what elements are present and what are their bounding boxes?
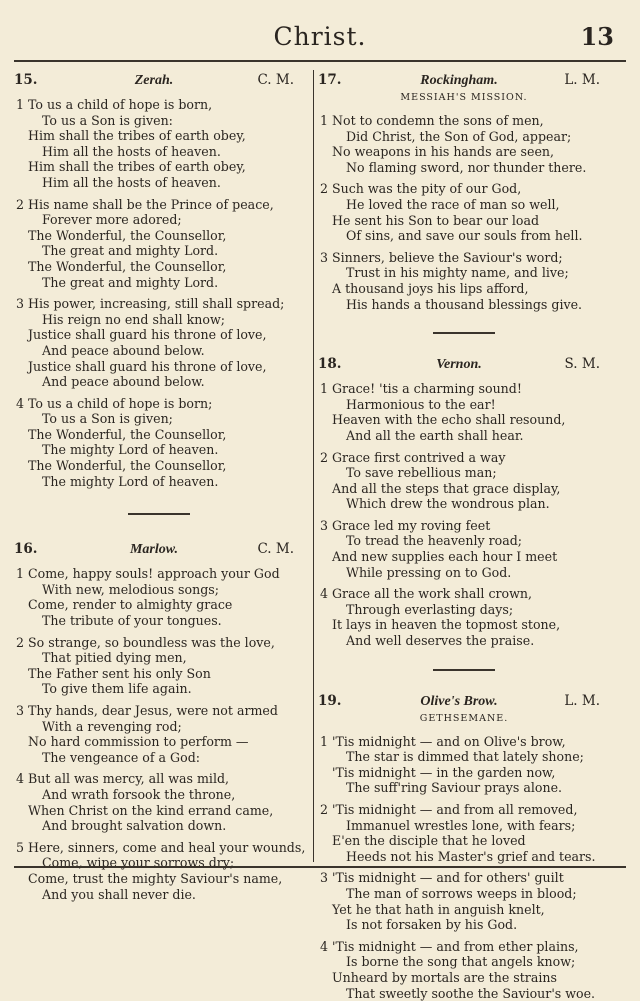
- hymn-heading: [318, 691, 610, 712]
- verse-line: [318, 633, 610, 649]
- verse-line: [318, 986, 610, 1001]
- verse-line-text: Him all the hosts of heaven.: [42, 143, 221, 159]
- verse-line: [318, 833, 610, 849]
- hymn-tune-name: Olive's Brow.: [420, 693, 498, 709]
- verse-line-text: Heeds not his Master's grief and tears.: [346, 848, 596, 864]
- verse-line: [318, 970, 610, 986]
- verse: [14, 840, 304, 902]
- verse-line: [14, 243, 304, 259]
- verse: [318, 181, 610, 243]
- verse-line-text: 'Tis midnight — and from ether plains,: [332, 938, 579, 954]
- verse-line: [14, 175, 304, 191]
- verse-line-text: Grace! 'tis a charming sound!: [332, 381, 522, 397]
- verse-line: [14, 144, 304, 160]
- verse-line: [14, 312, 304, 328]
- verse: [14, 703, 304, 765]
- verse-line-text: And all the earth shall hear.: [346, 427, 524, 443]
- verse-number: 3: [320, 249, 329, 265]
- hymn-meter: L. M.: [564, 692, 600, 709]
- verse-line-text: Justice shall guard his throne of love,: [28, 358, 267, 374]
- verse-line-text: Did Christ, the Son of God, appear;: [346, 128, 572, 144]
- verse-line-text: He loved the race of man so well,: [346, 196, 560, 212]
- verse-line: [14, 159, 304, 175]
- verse-line: [318, 849, 610, 865]
- verse-line-text: To us a child of hope is born;: [28, 395, 213, 411]
- verse-line: [14, 411, 304, 427]
- verse-line: [318, 181, 610, 197]
- verse-line-text: While pressing on to God.: [346, 564, 512, 580]
- hymn-meter: C. M.: [257, 541, 294, 558]
- verse-line-text: His reign no end shall know;: [42, 311, 225, 327]
- verse-line-text: Such was the pity of our God,: [332, 181, 522, 197]
- verse-line: [318, 870, 610, 886]
- verse-line: [14, 474, 304, 490]
- verse: [318, 939, 610, 1001]
- verse-line-text: The Wonderful, the Counsellor,: [28, 458, 227, 474]
- verse-line-text: The Father sent his only Son: [28, 665, 211, 681]
- page-header: [0, 22, 640, 56]
- hymn-tune-name: Vernon.: [436, 357, 482, 373]
- verse-line: [14, 597, 304, 613]
- verse-number: 2: [16, 196, 25, 212]
- verse-line: [14, 374, 304, 390]
- verse: [14, 296, 304, 390]
- verse-number: 1: [16, 566, 25, 582]
- verse-line-text: And peace abound below.: [42, 374, 205, 390]
- hymn-heading: [318, 70, 610, 91]
- verse-line: [14, 818, 304, 834]
- verse-line-text: But all was mercy, all was mild,: [28, 771, 230, 787]
- hymn-heading: [318, 354, 610, 375]
- hymn-tune-name: Marlow.: [129, 542, 179, 558]
- verse-line: [318, 144, 610, 160]
- verse-line: [14, 750, 304, 766]
- verse-line-text: Sinners, believe the Saviour's word;: [332, 249, 563, 265]
- verse-line-text: The mighty Lord of heaven.: [42, 442, 219, 458]
- hymn-meter: L. M.: [564, 72, 600, 88]
- verse-line-text: Grace led my roving feet: [332, 517, 491, 533]
- verse-line-text: Unheard by mortals are the strains: [332, 969, 557, 985]
- verse-line-text: A thousand joys his lips afford,: [332, 280, 529, 296]
- verse-line: [318, 902, 610, 918]
- verse-line: [318, 160, 610, 176]
- page-title: Christ.: [273, 22, 367, 51]
- verse-number: 1: [16, 97, 25, 112]
- verse-line: [14, 635, 304, 651]
- verse-line: [318, 734, 610, 750]
- verse-line-text: His power, increasing, still shall spread;: [28, 296, 285, 312]
- verse-line: [318, 228, 610, 244]
- verse-line-text: Not to condemn the sons of men,: [332, 113, 544, 128]
- right-column: [318, 70, 610, 1001]
- verse-line-text: The suff'ring Saviour prays alone.: [346, 780, 563, 796]
- verse-line: [318, 496, 610, 512]
- verse: [318, 586, 610, 648]
- verse-line: [14, 396, 304, 412]
- hymn-separator-space: [318, 312, 610, 332]
- verse-line: [318, 197, 610, 213]
- hymn-subtitle: MESSIAH'S MISSION.: [400, 92, 528, 103]
- verse-line: [318, 586, 610, 602]
- verse-line-text: And brought salvation down.: [42, 818, 227, 834]
- verse-number: 2: [320, 181, 329, 197]
- verse-line: [14, 666, 304, 682]
- verse-line-text: Come, wipe your sorrows dry;: [42, 855, 235, 871]
- verse: [318, 518, 610, 580]
- verse-line: [318, 113, 610, 129]
- verse-line: [14, 803, 304, 819]
- verse-number: 2: [320, 449, 329, 465]
- verse-line: [318, 297, 610, 313]
- verse: [318, 113, 610, 175]
- verse-line: [14, 566, 304, 582]
- verse-line: [14, 650, 304, 666]
- verse-line: [318, 428, 610, 444]
- verse-line: [14, 681, 304, 697]
- header-rule: [14, 60, 626, 62]
- verse-line: [14, 582, 304, 598]
- verse-line: [14, 855, 304, 871]
- verse-line-text: Him all the hosts of heaven.: [42, 174, 221, 190]
- verse-line: [14, 275, 304, 291]
- verse-line: [14, 719, 304, 735]
- verse-line-text: That pitied dying men,: [42, 650, 187, 666]
- verse-line-text: Is not forsaken by his God.: [346, 917, 518, 933]
- verse-line-text: Justice shall guard his throne of love,: [28, 327, 267, 343]
- verse-number: 4: [320, 586, 329, 602]
- hymn-separator-space: [318, 334, 610, 354]
- verse-line: [318, 397, 610, 413]
- hymn-separator-space: [318, 671, 610, 691]
- verse-line: [14, 442, 304, 458]
- verse-line-text: Grace all the work shall crown,: [332, 586, 532, 602]
- verse-line: [318, 939, 610, 955]
- verse-line-text: No hard commission to perform —: [28, 734, 249, 750]
- verse-line: [14, 787, 304, 803]
- verse-line: [318, 129, 610, 145]
- hymn: [318, 70, 610, 312]
- verse-line-text: To us a child of hope is born,: [28, 97, 213, 112]
- hymn-number: 18.: [318, 356, 342, 373]
- verse-line-text: No weapons in his hands are seen,: [332, 144, 555, 160]
- verse-line: [14, 327, 304, 343]
- verse-number: 2: [320, 802, 329, 817]
- hymn-tune-name: Rockingham.: [420, 73, 498, 88]
- verse-line-text: 'Tis midnight — in the garden now,: [332, 764, 556, 780]
- verse-number: 3: [320, 870, 329, 886]
- verse-line: [318, 533, 610, 549]
- hymn-separator-space: [14, 515, 304, 539]
- verse-number: 4: [320, 938, 329, 954]
- hymn-tune-name: Zerah.: [134, 73, 174, 88]
- verse-number: 5: [16, 839, 25, 855]
- page-number: 13: [580, 22, 614, 51]
- verse-line: [318, 465, 610, 481]
- verse-line-text: His hands a thousand blessings give.: [346, 296, 583, 312]
- verse-line-text: And new supplies each hour I meet: [332, 549, 558, 565]
- verse-line-text: Grace first contrived a way: [332, 449, 506, 465]
- verse-number: 3: [16, 703, 25, 718]
- verse: [318, 381, 610, 443]
- hymn-separator-space: [14, 489, 304, 513]
- verse-line: [14, 359, 304, 375]
- verse-line-text: To give them life again.: [42, 681, 192, 697]
- verse-line-text: The Wonderful, the Counsellor,: [28, 426, 227, 442]
- hymn-meter: C. M.: [257, 72, 294, 88]
- verse-line-text: The vengeance of a God:: [42, 749, 200, 765]
- verse-line-text: Through everlasting days;: [346, 601, 514, 617]
- verse-line: [14, 840, 304, 856]
- verse-line: [14, 343, 304, 359]
- verse-line-text: He sent his Son to bear our load: [332, 212, 540, 228]
- verse: [14, 771, 304, 833]
- verse: [14, 396, 304, 490]
- verse-line-text: Trust in his mighty name, and live;: [346, 265, 569, 281]
- verse-line-text: And all the steps that grace display,: [332, 480, 561, 496]
- verse-line: [318, 617, 610, 633]
- verse-number: 1: [320, 733, 329, 749]
- verse-line: [318, 802, 610, 818]
- verse-line: [14, 128, 304, 144]
- column-divider: [313, 70, 314, 862]
- verse-line-text: Of sins, and save our souls from hell.: [346, 228, 583, 244]
- verse-line: [14, 734, 304, 750]
- verse-line-text: So strange, so boundless was the love,: [28, 634, 275, 650]
- verse: [318, 450, 610, 512]
- verse-number: 4: [16, 395, 25, 411]
- verse-number: 4: [16, 771, 25, 787]
- verse-line-text: With a revenging rod;: [42, 718, 182, 734]
- verse-line: [318, 250, 610, 266]
- hymn: [318, 691, 610, 1001]
- verse-line-text: The Wonderful, the Counsellor,: [28, 227, 227, 243]
- verse-line: [318, 450, 610, 466]
- hymn: [318, 354, 610, 649]
- verse-line-text: When Christ on the kind errand came,: [28, 802, 274, 818]
- verse-line-text: Immanuel wrestles lone, with fears;: [346, 817, 576, 833]
- hymn-number: 16.: [14, 541, 38, 558]
- verse-line: [318, 549, 610, 565]
- hymn-number: 19.: [318, 692, 342, 709]
- verse-line-text: Yet he that hath in anguish knelt,: [332, 901, 545, 917]
- verse-line: [14, 458, 304, 474]
- verse: [318, 802, 610, 864]
- verse-number: 1: [320, 113, 329, 128]
- verse-line: [14, 771, 304, 787]
- verse-line: [14, 703, 304, 719]
- verse: [318, 734, 610, 796]
- hymn-heading: [14, 539, 304, 560]
- verse-line-text: To tread the heavenly road;: [346, 533, 523, 549]
- hymn-number: 17.: [318, 72, 342, 88]
- verse-line-text: To save rebellious man;: [346, 465, 497, 481]
- verse-line: [318, 281, 610, 297]
- verse-line-text: Here, sinners, come and heal your wounds,: [28, 839, 306, 855]
- verse-line-text: Come, render to almighty grace: [28, 597, 233, 613]
- verse-line-text: E'en the disciple that he loved: [332, 833, 526, 849]
- verse-line-text: The mighty Lord of heaven.: [42, 473, 219, 489]
- verse-number: 2: [16, 634, 25, 650]
- hymn: [14, 539, 304, 902]
- verse-line-text: The tribute of your tongues.: [42, 613, 222, 629]
- verse-line: [318, 565, 610, 581]
- verse-line-text: With new, melodious songs;: [42, 581, 219, 597]
- verse-line-text: Come, happy souls! approach your God: [28, 566, 280, 582]
- verse-line-text: Which drew the wondrous plan.: [346, 496, 550, 512]
- verse-line: [14, 197, 304, 213]
- verse-line-text: No flaming sword, nor thunder there.: [346, 159, 587, 175]
- verse-line: [14, 228, 304, 244]
- hymn: [14, 70, 304, 489]
- verse-line: [318, 886, 610, 902]
- verse-line-text: Heaven with the echo shall resound,: [332, 412, 566, 428]
- verse-line-text: And wrath forsook the throne,: [42, 786, 236, 802]
- verse-line: [318, 481, 610, 497]
- verse-number: 3: [16, 296, 25, 312]
- verse-line-text: Thy hands, dear Jesus, were not armed: [28, 703, 278, 718]
- verse-line: [318, 818, 610, 834]
- verse-line-text: It lays in heaven the topmost stone,: [332, 617, 561, 633]
- hymn-number: 15.: [14, 72, 38, 88]
- verse-line-text: 'Tis midnight — and from all removed,: [332, 802, 578, 817]
- verse: [318, 250, 610, 312]
- verse-line: [318, 213, 610, 229]
- hymn-meter: S. M.: [564, 356, 600, 373]
- verse-line: [318, 381, 610, 397]
- verse-line: [14, 871, 304, 887]
- verse-line: [318, 765, 610, 781]
- verse-line-text: Come, trust the mighty Saviour's name,: [28, 870, 283, 886]
- left-column: [14, 70, 304, 902]
- hymn-subtitle: GETHSEMANE.: [419, 712, 509, 724]
- verse-number: 1: [320, 381, 329, 397]
- verse-line: [14, 887, 304, 903]
- verse-line: [14, 97, 304, 113]
- verse-line-text: The star is dimmed that lately shone;: [346, 749, 584, 765]
- verse-line: [14, 613, 304, 629]
- verse-line-text: Is borne the song that angels know;: [346, 954, 576, 970]
- verse-line-text: 'Tis midnight — and for others' guilt: [332, 870, 564, 886]
- verse-line-text: Forever more adored;: [42, 212, 182, 228]
- verse-line-text: And you shall never die.: [42, 886, 196, 902]
- verse-line-text: The great and mighty Lord.: [42, 274, 219, 290]
- verse-line: [318, 412, 610, 428]
- verse-line: [318, 265, 610, 281]
- verse-line-text: Him shall the tribes of earth obey,: [28, 128, 246, 144]
- verse-line: [14, 296, 304, 312]
- verse-line-text: Harmonious to the ear!: [346, 396, 496, 412]
- verse: [14, 97, 304, 191]
- verse: [14, 197, 304, 291]
- verse-line: [318, 780, 610, 796]
- hymn-separator-space: [318, 649, 610, 669]
- verse-line-text: 'Tis midnight — and on Olive's brow,: [332, 733, 566, 749]
- verse-line-text: His name shall be the Prince of peace,: [28, 196, 274, 212]
- verse: [14, 635, 304, 697]
- verse-line: [318, 749, 610, 765]
- verse-line-text: The Wonderful, the Counsellor,: [28, 258, 227, 274]
- footer-rule: [14, 866, 626, 868]
- verse-line: [14, 113, 304, 129]
- verse-line-text: The man of sorrows weeps in blood;: [346, 885, 577, 901]
- verse-line: [14, 427, 304, 443]
- verse-line-text: To us a Son is given;: [42, 411, 173, 427]
- verse-line: [14, 259, 304, 275]
- verse-line: [318, 954, 610, 970]
- verse-line: [318, 518, 610, 534]
- verse-line: [318, 917, 610, 933]
- verse-line-text: Him shall the tribes of earth obey,: [28, 159, 246, 175]
- verse-number: 3: [320, 517, 329, 533]
- verse-line-text: And well deserves the praise.: [346, 633, 535, 649]
- verse: [14, 566, 304, 628]
- verse-line-text: That sweetly soothe the Saviour's woe.: [346, 985, 596, 1001]
- verse-line-text: And peace abound below.: [42, 342, 205, 358]
- verse-line-text: The great and mighty Lord.: [42, 243, 219, 259]
- verse-line: [14, 212, 304, 228]
- verse-line: [318, 602, 610, 618]
- verse-line-text: To us a Son is given:: [42, 112, 173, 128]
- hymn-heading: [14, 70, 304, 91]
